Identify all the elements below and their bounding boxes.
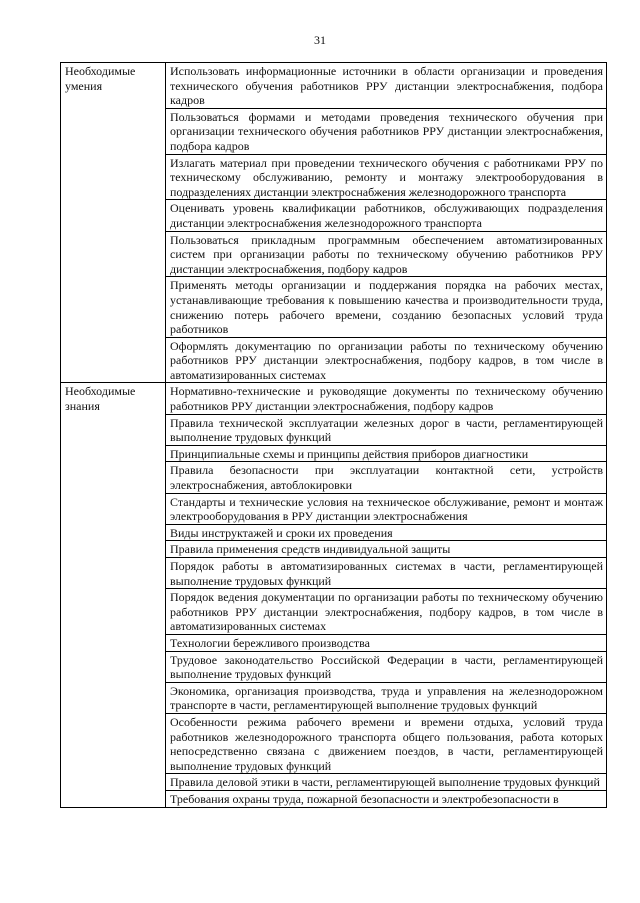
requirement-item: Правила безопасности при эксплуатации контактной сети, устройств электроснабжения, автоблокировки bbox=[166, 462, 607, 493]
requirement-item: Излагать материал при проведении технического обучения с работниками РРУ по техническому обслуживанию, ремонту и монтажу электрооборудования в подразделениях дистанции электроснабжения железнодорожного транспорта bbox=[166, 154, 607, 200]
requirement-item: Правила технической эксплуатации железных дорог в части, регламентирующей выполнение трудовых функций bbox=[166, 414, 607, 445]
requirements-table bbox=[60, 62, 607, 808]
requirement-item: Экономика, организация производства, труда и управления на железнодорожном транспорте в части, регламентирующей выполнение трудовых функций bbox=[166, 682, 607, 713]
requirement-item: Виды инструктажей и сроки их проведения bbox=[166, 524, 607, 541]
requirement-item: Принципиальные схемы и принципы действия приборов диагностики bbox=[166, 445, 607, 462]
section-label: Необходимые знания bbox=[61, 383, 166, 807]
requirement-item: Порядок ведения документации по организации работы по техническому обучению работников РРУ дистанции электроснабжения, подбору кадров, в том числе в автоматизированных системах bbox=[166, 589, 607, 635]
table-row bbox=[61, 383, 607, 414]
requirement-item: Нормативно-технические и руководящие документы по техническому обучению работников РРУ дистанции электроснабжения, подбору кадров bbox=[166, 383, 607, 414]
requirement-item: Пользоваться формами и методами проведения технического обучения при организации технического обучения работников РРУ дистанции электроснабжения, подбора кадров bbox=[166, 108, 607, 154]
requirement-item: Особенности режима рабочего времени и времени отдыха, условий труда работников железнодорожного транспорта общего пользования, работа которых непосредственно связана с движением поездов, в части, регламентирующей выполнение трудовых функций bbox=[166, 713, 607, 773]
requirement-item: Правила применения средств индивидуальной защиты bbox=[166, 541, 607, 558]
requirement-item: Применять методы организации и поддержания порядка на рабочих местах, устанавливающие требования к повышению качества и производительности труда, снижению потерь рабочего времени, созданию безопасных условий труда работников bbox=[166, 277, 607, 337]
requirement-item: Технологии бережливого производства bbox=[166, 634, 607, 651]
requirement-item: Оценивать уровень квалификации работников, обслуживающих подразделения дистанции электроснабжения железнодорожного транспорта bbox=[166, 200, 607, 231]
requirement-item: Правила деловой этики в части, регламентирующей выполнение трудовых функций bbox=[166, 774, 607, 791]
requirement-item: Использовать информационные источники в области организации и проведения технического обучения работников РРУ дистанции электроснабжения, подбора кадров bbox=[166, 63, 607, 109]
requirement-item: Требования охраны труда, пожарной безопасности и электробезопасности в bbox=[166, 790, 607, 807]
table-row bbox=[61, 63, 607, 109]
requirement-item: Пользоваться прикладным программным обеспечением автоматизированных систем при организации работы по техническому обучению работников РРУ дистанции электроснабжения, подбору кадров bbox=[166, 231, 607, 277]
section-label: Необходимые умения bbox=[61, 63, 166, 383]
requirement-item: Оформлять документацию по организации работы по техническому обучению работников РРУ дистанции электроснабжения, подбору кадров, в том числе в автоматизированных системах bbox=[166, 337, 607, 383]
requirement-item: Порядок работы в автоматизированных системах в части, регламентирующей выполнение трудовых функций bbox=[166, 558, 607, 589]
requirements-table-body bbox=[61, 63, 607, 808]
requirement-item: Трудовое законодательство Российской Федерации в части, регламентирующей выполнение трудовых функций bbox=[166, 651, 607, 682]
page-number: 31 bbox=[314, 33, 326, 47]
requirement-item: Стандарты и технические условия на техническое обслуживание, ремонт и монтаж электрооборудования в РРУ дистанции электроснабжения bbox=[166, 493, 607, 524]
